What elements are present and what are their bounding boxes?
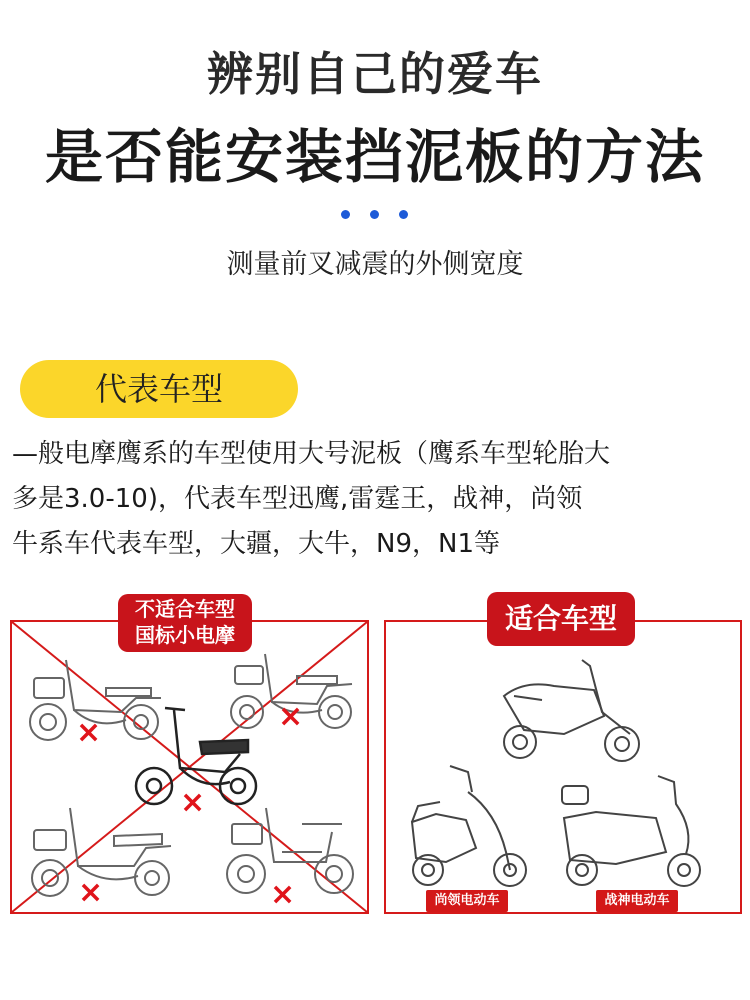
x-mark-icon: × bbox=[278, 699, 304, 734]
dot-icon bbox=[370, 210, 379, 219]
scooter-illustration bbox=[406, 762, 531, 892]
suitable-panel bbox=[384, 620, 742, 914]
subtitle: 测量前叉减震的外侧宽度 bbox=[226, 249, 524, 280]
dot-icon bbox=[399, 210, 408, 219]
unsuitable-badge bbox=[118, 594, 252, 652]
unsuitable-panel bbox=[10, 620, 369, 914]
description-line: 牛系车代表车型，大疆，大牛，N9，N1等 bbox=[12, 529, 500, 559]
description bbox=[12, 432, 740, 567]
headline-line-2: 是否能安装挡泥板的方法 bbox=[44, 123, 705, 191]
headline-line-1: 辨别自己的爱车 bbox=[207, 47, 543, 101]
scooter-illustration bbox=[494, 656, 644, 766]
x-mark-icon: × bbox=[180, 785, 206, 820]
x-mark-icon: × bbox=[78, 875, 104, 910]
x-mark-icon: × bbox=[270, 877, 296, 912]
description-line: 多是3.0-10)，代表车型迅鹰,雷霆王，战神，尚领 bbox=[12, 484, 583, 514]
unsuitable-badge-line-2: 国标小电摩 bbox=[135, 623, 235, 647]
scooter-illustration bbox=[556, 774, 706, 892]
dots-divider bbox=[341, 210, 409, 222]
x-mark-icon: × bbox=[76, 715, 102, 750]
model-tag-shangling: 尚领电动车 bbox=[426, 890, 508, 912]
description-line: —般电摩鹰系的车型使用大号泥板（鹰系车型轮胎大 bbox=[12, 439, 611, 469]
unsuitable-badge-line-1: 不适合车型 bbox=[135, 597, 235, 621]
model-tag-zhanshen: 战神电动车 bbox=[596, 890, 678, 912]
dot-icon bbox=[341, 210, 350, 219]
suitable-badge: 适合车型 bbox=[487, 592, 635, 646]
section-label-pill: 代表车型 bbox=[20, 360, 298, 418]
